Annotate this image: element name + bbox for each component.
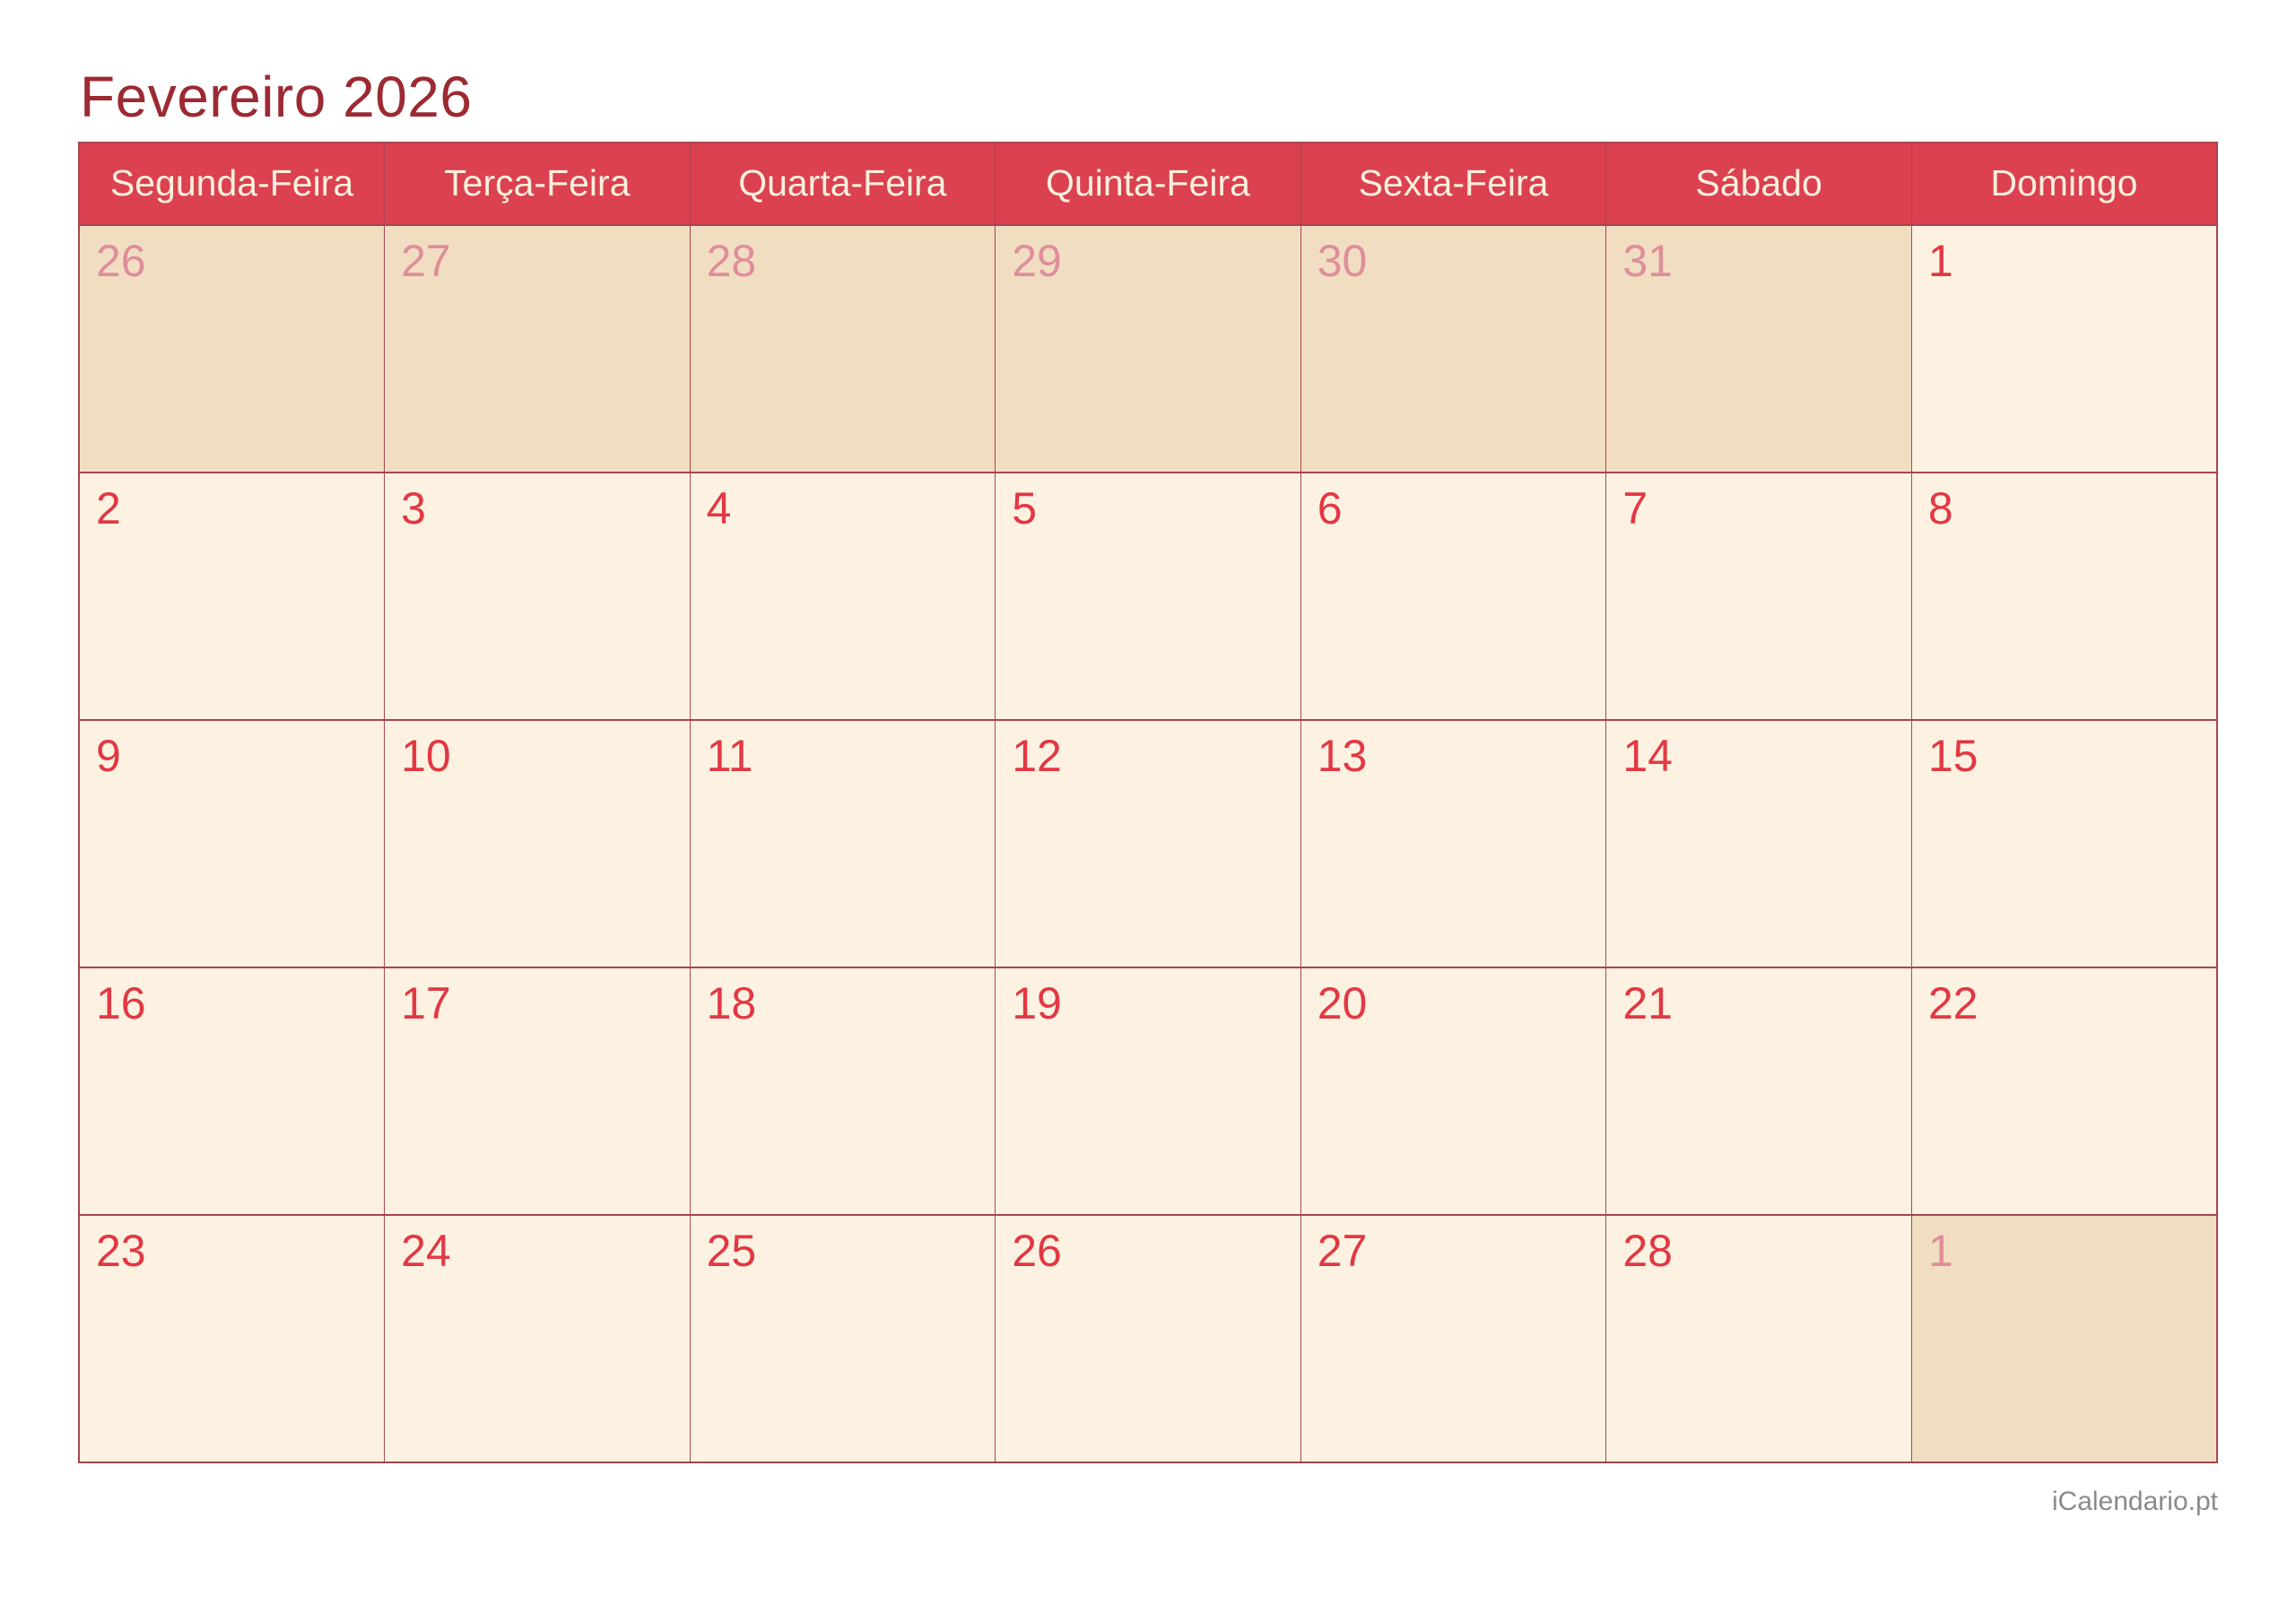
- day-number: 5: [1012, 482, 1037, 533]
- weekday-header: Segunda-Feira: [79, 143, 385, 225]
- day-number: 1: [1927, 235, 1953, 286]
- day-cell: [385, 473, 691, 720]
- day-cell: [1606, 473, 1912, 720]
- day-cell: [690, 720, 996, 967]
- day-cell: [1300, 967, 1606, 1215]
- day-cell: [996, 473, 1301, 720]
- day-cell: [996, 1215, 1301, 1462]
- day-number: 9: [96, 730, 121, 781]
- weekday-header: Terça-Feira: [385, 143, 691, 225]
- day-number: 2: [96, 482, 121, 533]
- day-cell: [996, 967, 1301, 1215]
- day-number: 26: [96, 235, 146, 286]
- day-number: 25: [706, 1225, 757, 1276]
- day-cell: [385, 967, 691, 1215]
- day-number: 7: [1622, 482, 1648, 533]
- day-number: 26: [1012, 1225, 1062, 1276]
- calendar-body: [79, 225, 2217, 1462]
- day-cell: [1300, 1215, 1606, 1462]
- day-number: 29: [1012, 235, 1062, 286]
- day-number: 4: [706, 482, 732, 533]
- day-number: 20: [1317, 977, 1368, 1028]
- day-cell: [1606, 967, 1912, 1215]
- day-number: 3: [401, 482, 426, 533]
- calendar-title: Fevereiro 2026: [80, 65, 473, 129]
- day-number: 1: [1927, 1225, 1953, 1276]
- day-number: 14: [1622, 730, 1673, 781]
- day-cell-other-month: [1606, 225, 1912, 473]
- day-cell: [79, 967, 385, 1215]
- day-cell: [690, 967, 996, 1215]
- day-number: 30: [1317, 235, 1368, 286]
- day-number: 12: [1012, 730, 1062, 781]
- week-row: [79, 473, 2217, 720]
- day-number: 6: [1317, 482, 1343, 533]
- week-row: [79, 967, 2217, 1215]
- week-row: [79, 1215, 2217, 1462]
- day-cell: [79, 1215, 385, 1462]
- weekday-header: Sexta-Feira: [1300, 143, 1606, 225]
- day-cell: [690, 473, 996, 720]
- day-number: 17: [401, 977, 451, 1028]
- week-row: [79, 720, 2217, 967]
- calendar-header: [79, 143, 2217, 225]
- day-cell-other-month: [1911, 1215, 2217, 1462]
- day-cell: [1911, 967, 2217, 1215]
- week-row: [79, 225, 2217, 473]
- weekday-header: Sábado: [1606, 143, 1912, 225]
- day-cell: [1300, 720, 1606, 967]
- calendar-table: [78, 142, 2218, 1463]
- day-cell: [1606, 1215, 1912, 1462]
- weekday-header: Quarta-Feira: [690, 143, 996, 225]
- footer-watermark: iCalendario.pt: [2051, 1486, 2218, 1516]
- day-cell: [1300, 473, 1606, 720]
- day-number: 10: [401, 730, 451, 781]
- weekday-header: Quinta-Feira: [996, 143, 1301, 225]
- day-number: 16: [96, 977, 146, 1028]
- day-cell: [996, 720, 1301, 967]
- day-number: 11: [706, 730, 753, 781]
- day-cell: [1911, 473, 2217, 720]
- day-number: 27: [1317, 1225, 1368, 1276]
- day-number: 28: [1622, 1225, 1673, 1276]
- day-cell-other-month: [79, 225, 385, 473]
- day-number: 19: [1012, 977, 1062, 1028]
- day-cell: [79, 473, 385, 720]
- day-cell: [1606, 720, 1912, 967]
- day-cell-other-month: [996, 225, 1301, 473]
- day-number: 8: [1927, 482, 1953, 533]
- weekday-header: Domingo: [1911, 143, 2217, 225]
- day-number: 13: [1317, 730, 1368, 781]
- day-number: 18: [706, 977, 757, 1028]
- day-number: 21: [1622, 977, 1673, 1028]
- weekday-header-row: [79, 143, 2217, 225]
- day-cell-other-month: [385, 225, 691, 473]
- day-number: 23: [96, 1225, 146, 1276]
- day-cell: [79, 720, 385, 967]
- day-number: 15: [1927, 730, 1979, 781]
- day-number: 27: [401, 235, 451, 286]
- day-cell-other-month: [690, 225, 996, 473]
- day-number: 22: [1927, 977, 1979, 1028]
- day-cell: [1911, 225, 2217, 473]
- day-cell: [1911, 720, 2217, 967]
- day-cell: [385, 1215, 691, 1462]
- day-cell-other-month: [1300, 225, 1606, 473]
- day-number: 31: [1622, 235, 1673, 286]
- day-cell: [690, 1215, 996, 1462]
- day-number: 24: [401, 1225, 451, 1276]
- day-number: 28: [706, 235, 757, 286]
- day-cell: [385, 720, 691, 967]
